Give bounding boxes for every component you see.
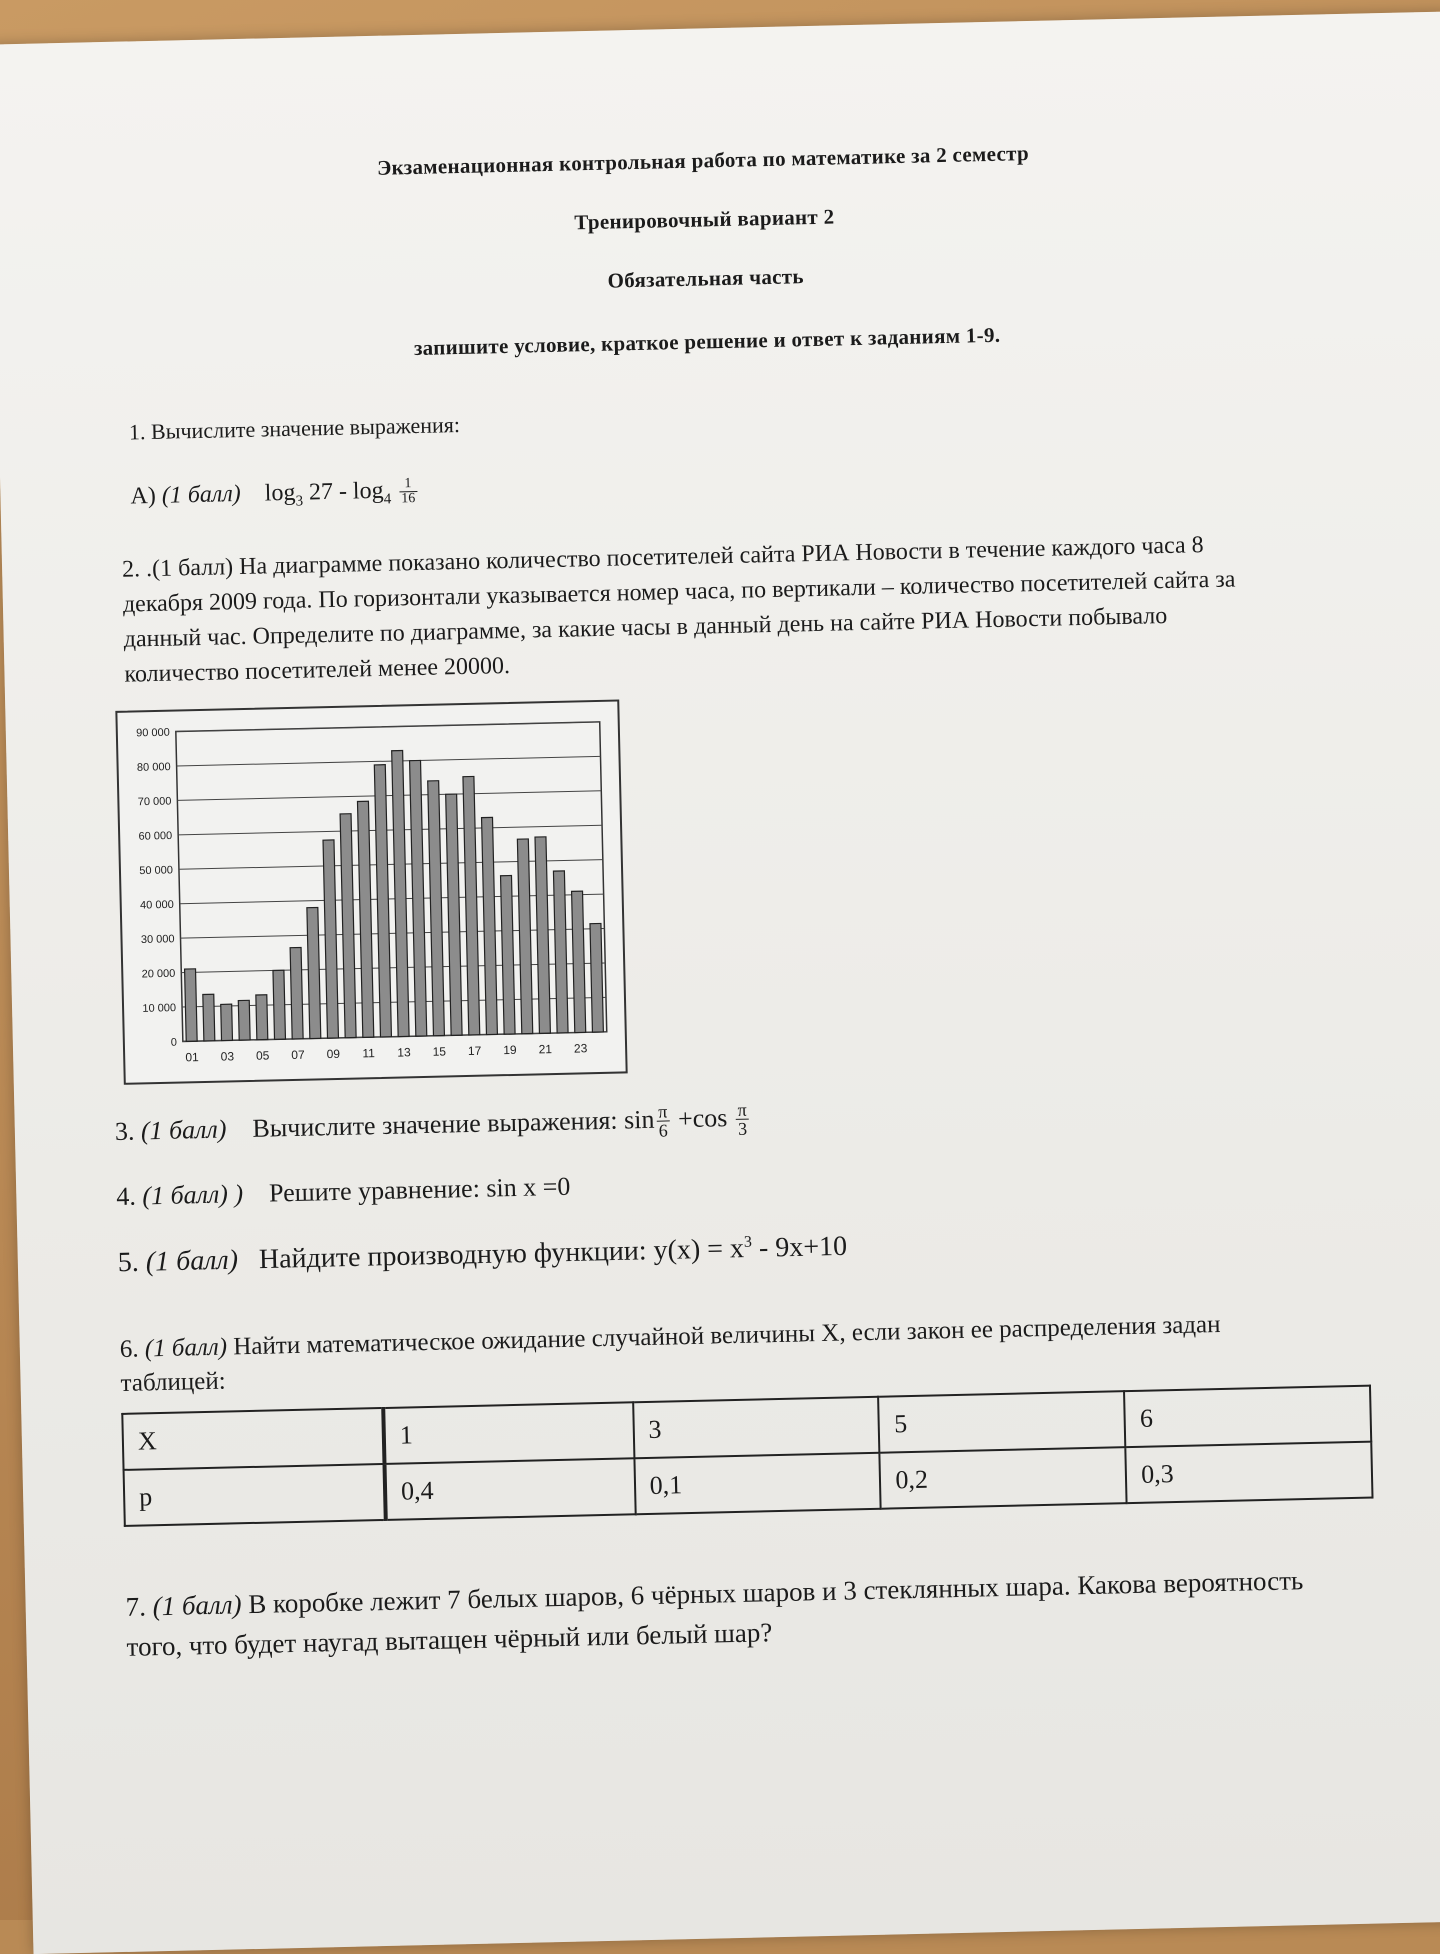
task-1a-points: (1 балл): [161, 480, 242, 509]
bar-07: [290, 947, 303, 1039]
bar-24: [590, 923, 603, 1032]
x-tick-label: 17: [467, 1043, 482, 1058]
task-1a: [130, 453, 1321, 523]
bar-05: [256, 995, 268, 1040]
task-5-rest: - 9x+10: [751, 1231, 848, 1265]
bar-10: [340, 813, 356, 1037]
bar-04: [238, 1000, 250, 1040]
task-2-text: 2. .(1 балл) На диаграмме показано количество посетителей сайта РИА Новости в течение каждого часа 8 декабря 2009 года. По горизонтали указывается номер часа, по вертикали – количество посетителей сайта за данный час. Определите по диаграмме, за какие часы в данный день на сайте РИА Новости побывало количество посетителей менее 20000.: [121, 531, 1236, 688]
bar-21: [535, 837, 550, 1034]
bar-16: [446, 794, 462, 1035]
bar-11: [357, 801, 373, 1037]
bar-18: [482, 817, 498, 1034]
bar-15: [428, 780, 445, 1035]
task-5: [117, 1213, 1338, 1281]
task-4-points: (1 балл): [142, 1179, 229, 1211]
task-3: [115, 1087, 1336, 1152]
x-tick-label: 11: [362, 1045, 376, 1061]
pi-symbol-2: π: [737, 1100, 747, 1121]
gridline: [176, 722, 600, 732]
visitors-bar-chart: [115, 699, 627, 1084]
y-tick-label: 50 000: [139, 864, 174, 877]
task-1-question: 1. Вычислите значение выражения:: [128, 412, 461, 445]
y-tick-label: 80 000: [136, 760, 171, 774]
log-base-1: 3: [295, 493, 304, 510]
gridline: [177, 756, 601, 766]
x-tick-label: 05: [255, 1048, 270, 1063]
bar-14: [410, 760, 427, 1036]
task-4: [116, 1153, 1336, 1215]
task-4-number: 4.: [116, 1181, 137, 1212]
table-cell: 0,2: [880, 1447, 1127, 1509]
variant-title: Тренировочный вариант 2: [574, 204, 835, 235]
instructions: запишите условие, краткое решение и ответ к заданиям 1-9.: [413, 322, 1001, 361]
fraction-pi-6: [656, 1103, 670, 1140]
fraction-pi-3: [735, 1101, 749, 1138]
task-4-text: Решите уравнение: sin x =0: [268, 1172, 571, 1208]
y-tick-label: 0: [170, 1036, 178, 1049]
task-4-paren: ): [234, 1179, 244, 1209]
gridline: [177, 791, 601, 801]
task-5-exponent: 3: [743, 1233, 753, 1252]
task-6-points: (1 балл): [144, 1333, 228, 1363]
x-tick-label: 07: [291, 1047, 305, 1062]
log-base-2: 4: [383, 491, 392, 508]
x-tick-label: 19: [503, 1042, 517, 1057]
chart-svg: [117, 701, 625, 1082]
exam-title: Экзаменационная контрольная работа по математике за 2 семестр: [376, 141, 1030, 180]
y-tick-label: 20 000: [141, 967, 176, 981]
y-tick-label: 60 000: [138, 829, 173, 843]
bar-17: [463, 776, 480, 1035]
section-title: Обязательная часть: [607, 264, 805, 293]
task-5-points: (1 балл): [145, 1244, 239, 1278]
task-6-number: 6.: [119, 1335, 139, 1363]
bar-23: [572, 891, 586, 1032]
y-tick-label: 30 000: [140, 933, 175, 946]
task-3-text: Вычислите значение выражения: sin: [252, 1104, 655, 1143]
bar-19: [501, 875, 516, 1034]
y-tick-label: 40 000: [139, 898, 174, 912]
bar-08: [307, 907, 321, 1038]
fraction-numerator: 1: [399, 477, 417, 492]
x-tick-label: 13: [397, 1045, 411, 1060]
gridline: [178, 825, 602, 835]
y-tick-label: 70 000: [137, 795, 172, 809]
bar-20: [517, 839, 532, 1034]
table-cell: 6: [1124, 1385, 1371, 1447]
table-cell: X: [122, 1408, 384, 1470]
task-3-points: (1 балл): [140, 1114, 227, 1146]
table-cell: 0,3: [1126, 1441, 1373, 1503]
task-3-number: 3.: [114, 1116, 135, 1146]
log-arg-1: 27 - log: [302, 477, 384, 506]
task-7-points: (1 балл): [152, 1588, 242, 1621]
table-cell: 1: [383, 1402, 634, 1464]
bar-02: [203, 994, 215, 1041]
y-tick-label: 90 000: [136, 726, 170, 740]
table-cell: 3: [633, 1396, 880, 1458]
exam-sheet: [0, 11, 1440, 1954]
task-5-text: Найдите производную функции: y(x) = x: [258, 1233, 745, 1276]
task-5-number: 5.: [117, 1247, 140, 1279]
log-text-1: log: [264, 479, 296, 507]
fraction-1-16: [399, 477, 418, 506]
distribution-table: [121, 1384, 1373, 1526]
x-tick-label: 09: [326, 1046, 341, 1061]
x-tick-label: 15: [432, 1044, 447, 1059]
x-tick-label: 23: [573, 1041, 588, 1056]
table-cell: p: [124, 1464, 386, 1526]
task-7-number: 7.: [125, 1591, 147, 1622]
table-cell: 0,4: [384, 1458, 635, 1520]
fraction-denominator: 16: [401, 491, 416, 507]
y-tick-label: 10 000: [142, 1001, 177, 1015]
sheet-content: [92, 105, 1347, 1667]
denominator-3: 3: [737, 1118, 748, 1140]
task-6: [119, 1305, 1320, 1400]
bar-06: [273, 970, 286, 1039]
bar-12: [374, 764, 391, 1036]
denominator-6: 6: [658, 1120, 668, 1141]
pi-symbol: π: [658, 1101, 668, 1123]
plus-cos: +cos: [671, 1102, 735, 1134]
x-tick-label: 03: [220, 1049, 235, 1064]
bar-09: [323, 840, 338, 1038]
bar-01: [185, 969, 198, 1042]
task-6-text: Найти математическое ожидание случайной величины X, если закон ее распределения задан таблицей:: [120, 1310, 1221, 1397]
x-tick-label: 21: [538, 1041, 553, 1057]
table-cell: 5: [879, 1391, 1126, 1453]
bar-03: [221, 1004, 233, 1040]
task-7: [125, 1559, 1347, 1667]
task-1a-label: А): [130, 482, 157, 510]
bar-13: [392, 750, 409, 1036]
table-cell: 0,1: [634, 1452, 881, 1514]
x-tick-label: 01: [185, 1049, 199, 1065]
task-7-text: В коробке лежит 7 белых шаров, 6 чёрных шаров и 3 стеклянных шара. Какова вероятность того, что будет наугад вытащен чёрный или белый шар?: [126, 1564, 1304, 1662]
